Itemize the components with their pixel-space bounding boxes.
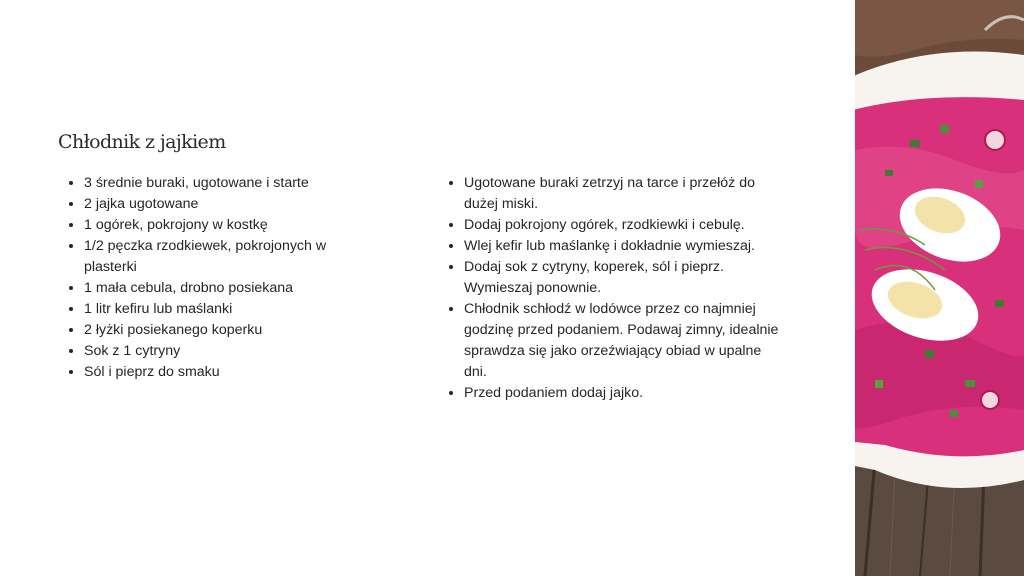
ingredient-item: • 1 litr kefiru lub maślanki (84, 299, 364, 320)
soup-photo (855, 0, 1024, 576)
ingredient-item: • 3 średnie buraki, ugotowane i starte (84, 173, 364, 194)
ingredients-list (57, 173, 364, 383)
ingredient-item: • Sok z 1 cytryny (84, 341, 364, 362)
ingredient-item: • 2 łyżki posiekanego koperku (84, 320, 364, 341)
ingredient-item: • 2 jajka ugotowane (84, 194, 364, 215)
ingredient-item: • 1/2 pęczka rzodkiewek, pokrojonych w plasterki (84, 236, 364, 278)
step-item: • Dodaj sok z cytryny, koperek, sól i pieprz. Wymieszaj ponownie. (464, 257, 784, 299)
recipe-title: Chłodnik z jajkiem (58, 131, 226, 153)
step-item: • Dodaj pokrojony ogórek, rzodkiewki i cebulę. (464, 215, 784, 236)
step-item: • Ugotowane buraki zetrzyj na tarce i przełóż do dużej miski. (464, 173, 784, 215)
ingredient-item: • Sól i pieprz do smaku (84, 362, 364, 383)
ingredient-item: • 1 ogórek, pokrojony w kostkę (84, 215, 364, 236)
step-item: • Wlej kefir lub maślankę i dokładnie wymieszaj. (464, 236, 784, 257)
step-item: • Przed podaniem dodaj jajko. (464, 383, 784, 404)
ingredient-item: • 1 mała cebula, drobno posiekana (84, 278, 364, 299)
step-item: • Chłodnik schłodź w lodówce przez co najmniej godzinę przed podaniem. Podawaj zimny, idealnie sprawdza się jako orzeźwiający obiad w upalne dni. (464, 299, 784, 383)
soup-bowl-image (855, 0, 1024, 576)
steps-list (437, 173, 784, 404)
